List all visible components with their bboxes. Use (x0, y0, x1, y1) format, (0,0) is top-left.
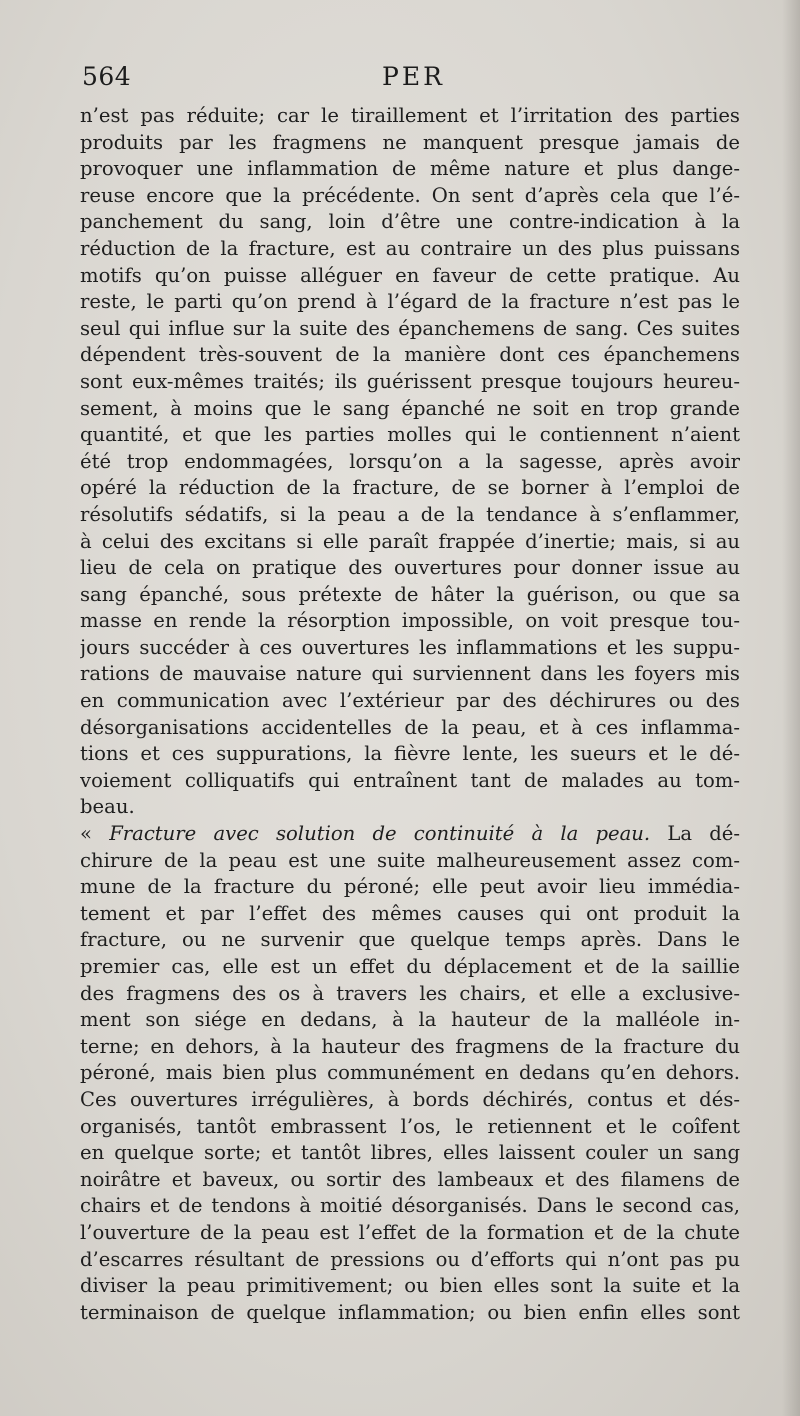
line-text: péroné, mais bien plus communément en dedans qu’en dehors. (80, 1061, 740, 1085)
text-line (80, 236, 740, 263)
line-text: sont eux-mêmes traités; ils guérissent presque toujours heureu- (80, 369, 740, 393)
line-text: été trop endommagées, lorsqu’on a la sagesse, après avoir (80, 449, 740, 473)
line-text: ment son siége en dedans, à la hauteur de la malléole in- (80, 1008, 740, 1032)
text-line (80, 342, 740, 369)
text-line (80, 981, 740, 1008)
line-text: noirâtre et baveux, ou sortir des lambeaux et des filamens de (80, 1167, 740, 1191)
text-line (80, 289, 740, 316)
line-text: produits par les fragmens ne manquent presque jamais de (80, 130, 740, 154)
line-text: La dé- (650, 822, 740, 846)
text-line (80, 954, 740, 981)
text-line (80, 1114, 740, 1141)
line-text: à celui des excitans si elle paraît frappée d’inertie; mais, si au (80, 529, 740, 553)
line-text: réduction de la fracture, est au contraire un des plus puissans (80, 236, 740, 260)
text-line (80, 422, 740, 449)
text-line (80, 396, 740, 423)
line-text: seul qui influe sur la suite des épanchemens de sang. Ces suites (80, 316, 740, 340)
text-line (80, 502, 740, 529)
text-line (80, 1300, 740, 1327)
line-text: opéré la réduction de la fracture, de se borner à l’emploi de (80, 476, 740, 500)
line-text: d’escarres résultant de pressions ou d’efforts qui n’ont pas pu (80, 1247, 740, 1271)
line-text: lieu de cela on pratique des ouvertures pour donner issue au (80, 556, 740, 580)
line-text: reste, le parti qu’on prend à l’égard de la fracture n’est pas le (80, 290, 740, 314)
text-line (80, 1034, 740, 1061)
line-text: masse en rende la résorption impossible, on voit presque tou- (80, 609, 740, 633)
text-line (80, 1220, 740, 1247)
line-text: reuse encore que la précédente. On sent d’après cela que l’é- (80, 183, 740, 207)
line-text: n’est pas réduite; car le tiraillement et l’irritation des parties (80, 104, 740, 127)
text-line (80, 608, 740, 635)
body-text (80, 103, 740, 1326)
line-text: motifs qu’on puisse alléguer en faveur de cette pratique. Au (80, 263, 740, 287)
running-title: PER (382, 62, 445, 91)
text-line (80, 156, 740, 183)
text-line (80, 582, 740, 609)
text-line (80, 475, 740, 502)
line-text: premier cas, elle est un effet du déplacement et de la saillie (80, 955, 740, 978)
text-line (80, 635, 740, 662)
text-line (80, 1167, 740, 1194)
text-line (80, 794, 740, 821)
running-head (82, 62, 742, 98)
text-line (80, 821, 740, 848)
text-line (80, 768, 740, 795)
text-line (80, 927, 740, 954)
line-text: Ces ouvertures irrégulières, à bords déchirés, contus et dés- (80, 1087, 740, 1111)
text-line (80, 103, 740, 130)
text-line (80, 130, 740, 157)
text-line (80, 369, 740, 396)
line-text: tement et par l’effet des mêmes causes qui ont produit la (80, 901, 740, 925)
line-text: rations de mauvaise nature qui surviennent dans les foyers mis (80, 662, 740, 686)
text-line (80, 1193, 740, 1220)
text-line (80, 1140, 740, 1167)
line-text: tions et ces suppurations, la fièvre lente, les sueurs et le dé- (80, 742, 740, 766)
text-line (80, 1247, 740, 1274)
text-line (80, 901, 740, 928)
text-line (80, 555, 740, 582)
text-line (80, 449, 740, 476)
text-line (80, 1087, 740, 1114)
line-text: terne; en dehors, à la hauteur des fragmens de la fracture du (80, 1034, 740, 1058)
text-line (80, 688, 740, 715)
line-text: en quelque sorte; et tantôt libres, elles laissent couler un sang (80, 1141, 740, 1165)
line-text: diviser la peau primitivement; ou bien elles sont la suite et la (80, 1274, 740, 1298)
line-text: résolutifs sédatifs, si la peau a de la tendance à s’enflammer, (80, 502, 740, 526)
line-text: provoquer une inflammation de même nature et plus dange- (80, 157, 740, 181)
line-text: fracture, ou ne survenir que quelque temps après. Dans le (80, 928, 740, 952)
text-line (80, 316, 740, 343)
line-text: chairs et de tendons à moitié désorganisés. Dans le second cas, (80, 1194, 740, 1218)
text-line (80, 1007, 740, 1034)
line-text: des fragmens des os à travers les chairs, et elle a exclusive- (80, 981, 740, 1005)
line-text: sement, à moins que le sang épanché ne soit en trop grande (80, 396, 740, 420)
text-line (80, 874, 740, 901)
line-text: organisés, tantôt embrassent l’os, le retiennent et le coîfent (80, 1114, 740, 1138)
line-text: chirure de la peau est une suite malheureusement assez com- (80, 848, 740, 872)
text-line (80, 661, 740, 688)
line-text: panchement du sang, loin d’être une contre-indication à la (80, 210, 740, 234)
text-line (80, 183, 740, 210)
line-text: mune de la fracture du péroné; elle peut avoir lieu immédia- (80, 875, 740, 899)
text-line (80, 263, 740, 290)
text-line (80, 741, 740, 768)
line-text: jours succéder à ces ouvertures les inflammations et les suppu- (80, 635, 740, 659)
text-line (80, 1273, 740, 1300)
line-text: dépendent très-souvent de la manière dont ces épanchemens (80, 343, 740, 367)
line-text: sang épanché, sous prétexte de hâter la guérison, ou que sa (80, 582, 740, 606)
text-line (80, 715, 740, 742)
page-number: 564 (82, 62, 132, 91)
line-text: beau. (80, 795, 135, 819)
text-line (80, 848, 740, 875)
line-text: voiement colliquatifs qui entraînent tant de malades au tom- (80, 768, 740, 792)
line-text: désorganisations accidentelles de la peau, et à ces inflamma- (80, 715, 740, 739)
text-line (80, 529, 740, 556)
line-text: quantité, et que les parties molles qui le contiennent n’aient (80, 423, 740, 447)
text-line (80, 209, 740, 236)
quote-mark: « (80, 822, 110, 846)
text-line (80, 1060, 740, 1087)
section-heading: Fracture avec solution de continuité à la peau. (109, 822, 651, 846)
line-text: terminaison de quelque inflammation; ou bien enfin elles sont (80, 1300, 740, 1324)
line-text: en communication avec l’extérieur par des déchirures ou des (80, 689, 740, 713)
line-text: l’ouverture de la peau est l’effet de la formation et de la chute (80, 1220, 740, 1244)
